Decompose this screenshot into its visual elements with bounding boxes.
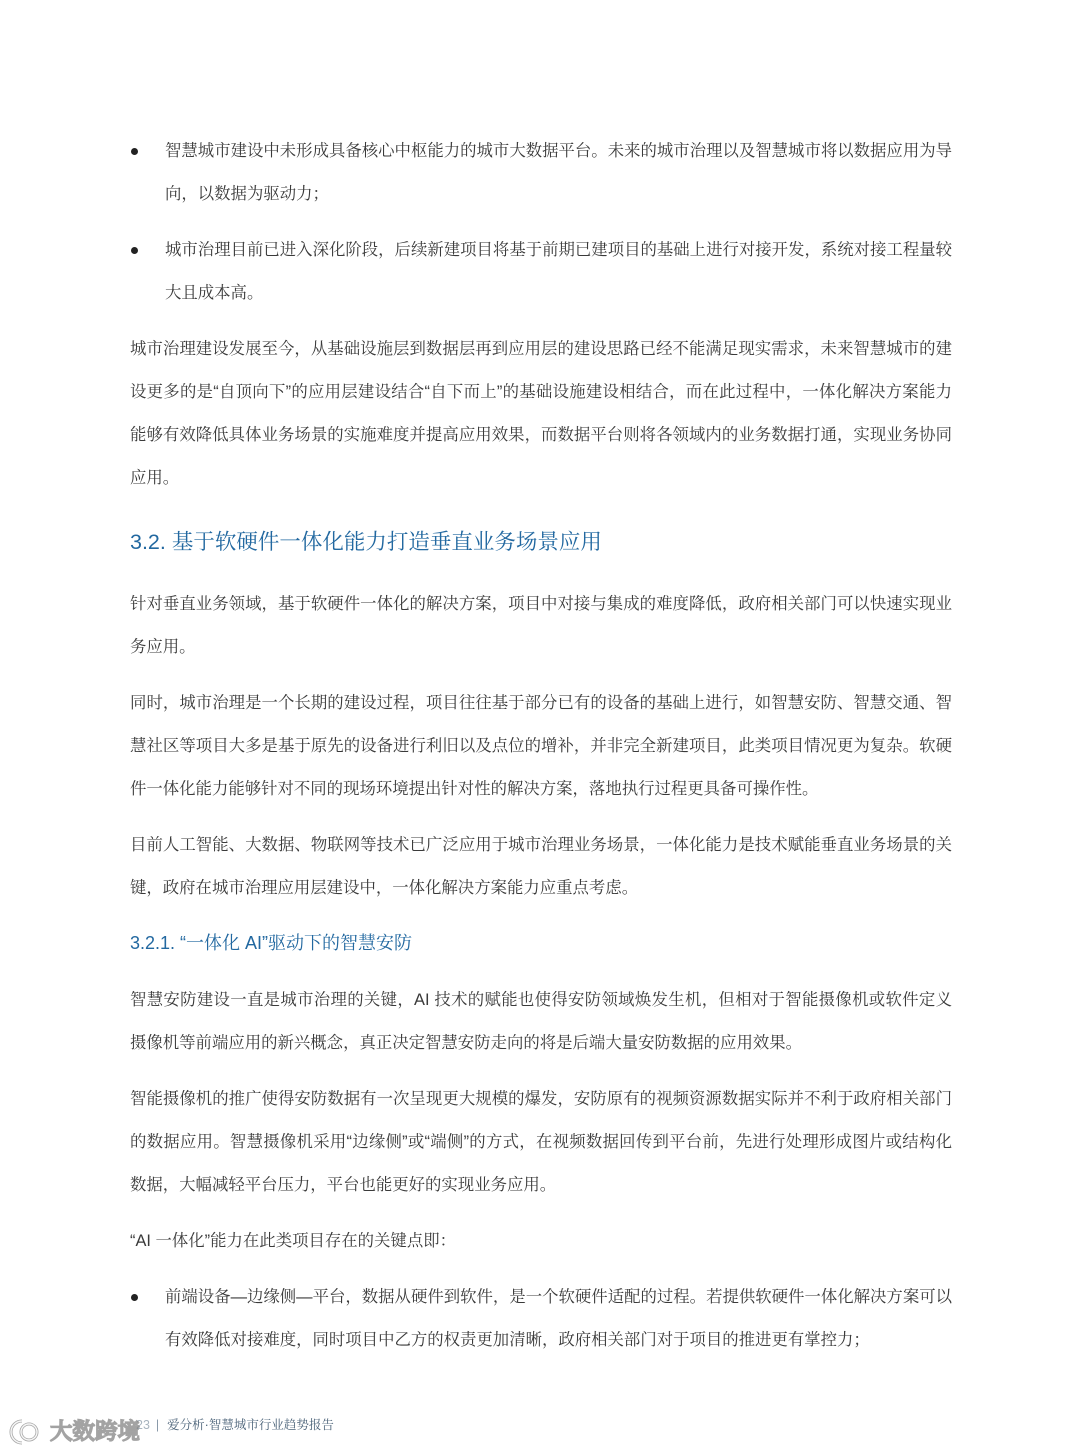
page-footer — [136, 1416, 334, 1434]
bullet-text: 智慧城市建设中未形成具备核心中枢能力的城市大数据平台。未来的城市治理以及智慧城市将以数据应用为导向，以数据为驱动力； — [165, 142, 952, 203]
report-title: 爱分析·智慧城市行业趋势报告 — [167, 1418, 334, 1432]
page-number: 23 — [136, 1418, 150, 1432]
section-paragraph: 目前人工智能、大数据、物联网等技术已广泛应用于城市治理业务场景，一体化能力是技术赋能垂直业务场景的关键，政府在城市治理应用层建设中，一体化解决方案能力应重点考虑。 — [130, 836, 952, 897]
bullet-text: 城市治理目前已进入深化阶段，后续新建项目将基于前期已建项目的基础上进行对接开发，系统对接工程量较大且成本高。 — [165, 241, 952, 302]
subsection-paragraph: 智能摄像机的推广使得安防数据有一次呈现更大规模的爆发，安防原有的视频资源数据实际并不利于政府相关部门的数据应用。智慧摄像机采用“边缘侧”或“端侧”的方式，在视频数据回传到平台前，先进行处理形成图片或结构化数据，大幅减轻平台压力，平台也能更好的实现业务应用。 — [130, 1090, 952, 1194]
subsection-paragraph: “AI 一体化”能力在此类项目存在的关键点即： — [130, 1232, 456, 1250]
bullet-text: 前端设备—边缘侧—平台，数据从硬件到软件，是一个软硬件适配的过程。若提供软硬件一体化解决方案可以有效降低对接难度，同时项目中乙方的权责更加清晰，政府相关部门对于项目的推进更有掌控力； — [165, 1288, 952, 1349]
footer-separator: | — [155, 1418, 160, 1432]
watermark — [2, 1414, 140, 1450]
section-heading: 3.2. 基于软硬件一体化能力打造垂直业务场景应用 — [130, 530, 602, 554]
bullet-item — [130, 229, 952, 315]
page-content — [130, 130, 952, 1375]
circle-logo-icon — [2, 1415, 46, 1449]
subsection-paragraph: 智慧安防建设一直是城市治理的关键，AI 技术的赋能也使得安防领域焕发生机，但相对于智能摄像机或软件定义摄像机等前端应用的新兴概念，真正决定智慧安防走向的将是后端大量安防数据的应用效果。 — [130, 991, 952, 1052]
watermark-text: 大数跨境 — [50, 1419, 141, 1444]
section-paragraph: 针对垂直业务领域，基于软硬件一体化的解决方案，项目中对接与集成的难度降低，政府相关部门可以快速实现业务应用。 — [130, 595, 952, 656]
section-paragraph: 同时，城市治理是一个长期的建设过程，项目往往基于部分已有的设备的基础上进行，如智慧安防、智慧交通、智慧社区等项目大多是基于原先的设备进行利旧以及点位的增补，并非完全新建项目，此类项目情况更为复杂。软硬件一体化能力能够针对不同的现场环境提出针对性的解决方案，落地执行过程更具备可操作性。 — [130, 694, 952, 798]
subsection-heading: 3.2.1. “一体化 AI”驱动下的智慧安防 — [130, 933, 413, 953]
bullet-dot — [131, 1294, 138, 1301]
bullet-item — [130, 130, 952, 216]
bullet-dot — [131, 148, 138, 155]
bullet-dot — [131, 247, 138, 254]
bullet-item — [130, 1276, 952, 1362]
intro-paragraph: 城市治理建设发展至今，从基础设施层到数据层再到应用层的建设思路已经不能满足现实需求，未来智慧城市的建设更多的是“自顶向下”的应用层建设结合“自下而上”的基础设施建设相结合，而在此过程中，一体化解决方案能力能够有效降低具体业务场景的实施难度并提高应用效果，而数据平台则将各领域内的业务数据打通，实现业务协同应用。 — [130, 340, 952, 487]
